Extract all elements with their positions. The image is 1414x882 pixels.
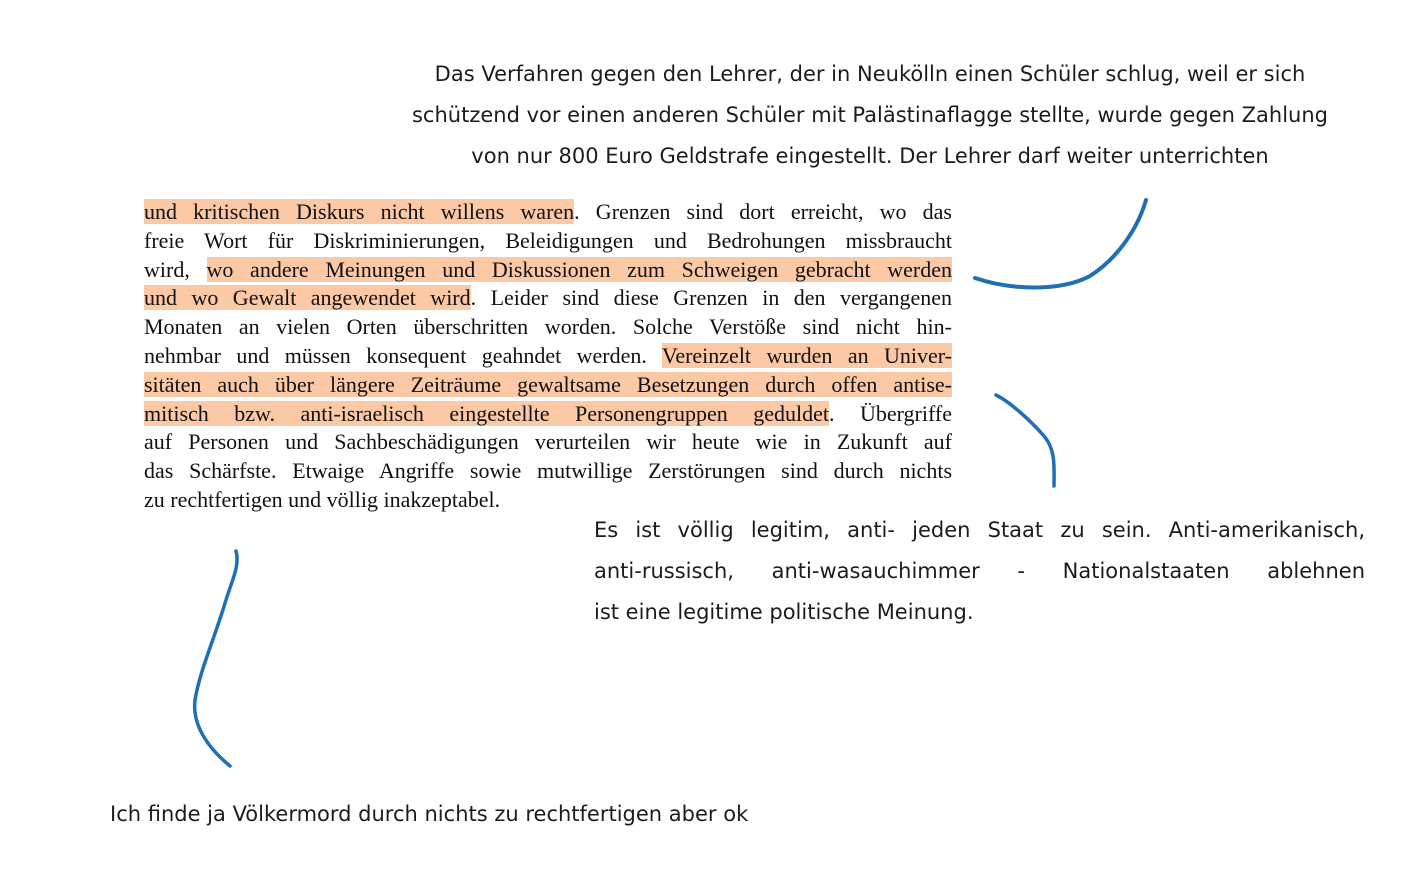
excerpt-text: . Leider sind diese Grenzen in den vergangenen <box>470 285 952 311</box>
excerpt-text: zu rechtfertigen und völlig inakzeptabel. <box>144 486 501 512</box>
annotation-top-line: von nur 800 Euro Geldstrafe eingestellt. Der Lehrer darf weiter unterrichten <box>471 144 1269 168</box>
annotation-top-line: schützend vor einen anderen Schüler mit Palästinaflagge stellte, wurde gegen Zahlung <box>411 103 1329 127</box>
excerpt-line <box>144 198 952 227</box>
annotation-right <box>594 510 1365 633</box>
highlighted-text: mitisch bzw. anti-israelisch eingestellte Personengruppen geduldet <box>144 400 829 426</box>
annotation-top-line: Das Verfahren gegen den Lehrer, der in Neukölln einen Schüler schlug, weil er sich <box>434 62 1306 86</box>
excerpt-text: Monaten an vielen Orten überschritten worden. Solche Verstöße sind nicht hin- <box>144 314 952 340</box>
excerpt-text: wird, <box>144 256 207 282</box>
excerpt-text: . Grenzen sind dort erreicht, wo das <box>574 199 952 224</box>
excerpt-text: freie Wort für Diskriminierungen, Beleidigungen und Bedrohungen missbraucht <box>144 227 952 253</box>
excerpt-text: auf Personen und Sachbeschädigungen verurteilen wir heute wie in Zukunft auf <box>144 429 952 455</box>
excerpt-text: das Schärfste. Etwaige Angriffe sowie mutwillige Zerstörungen sind durch nichts <box>144 458 952 484</box>
excerpt-line <box>144 284 952 313</box>
excerpt-line <box>144 227 952 256</box>
excerpt-line <box>144 371 952 400</box>
document-excerpt <box>144 198 952 515</box>
excerpt-line <box>144 256 952 285</box>
excerpt-line <box>144 313 952 342</box>
highlighted-text: und wo Gewalt angewendet wird <box>144 285 471 311</box>
excerpt-line <box>144 457 952 486</box>
annotation-right-line: anti-russisch, anti-wasauchimmer - Nationalstaaten ablehnen <box>594 559 1365 583</box>
annotation-right-line: ist eine legitime politische Meinung. <box>594 600 974 624</box>
annotation-right-line: Es ist völlig legitim, anti- jeden Staat zu sein. Anti-amerikanisch, <box>594 518 1365 542</box>
excerpt-line <box>144 342 952 371</box>
excerpt-text: . Übergriffe <box>828 400 953 426</box>
annotation-bottom: Ich finde ja Völkermord durch nichts zu rechtfertigen aber ok <box>110 802 749 826</box>
stroke-top-to-excerpt <box>975 200 1146 288</box>
excerpt-line <box>144 428 952 457</box>
stroke-excerpt-to-right-note <box>996 395 1054 486</box>
highlighted-text: Vereinzelt wurden an Univer- <box>661 342 952 368</box>
excerpt-text: nehmbar und müssen konsequent geahndet werden. <box>144 342 662 368</box>
highlighted-text: wo andere Meinungen und Diskussionen zum Schweigen gebracht werden <box>206 256 953 282</box>
annotation-top <box>340 54 1400 177</box>
excerpt-line <box>144 400 952 429</box>
stroke-excerpt-to-bottom-note <box>195 551 237 766</box>
highlighted-text: und kritischen Diskurs nicht willens waren <box>144 199 575 224</box>
highlighted-text: sitäten auch über längere Zeiträume gewaltsame Besetzungen durch offen antise- <box>144 371 952 397</box>
